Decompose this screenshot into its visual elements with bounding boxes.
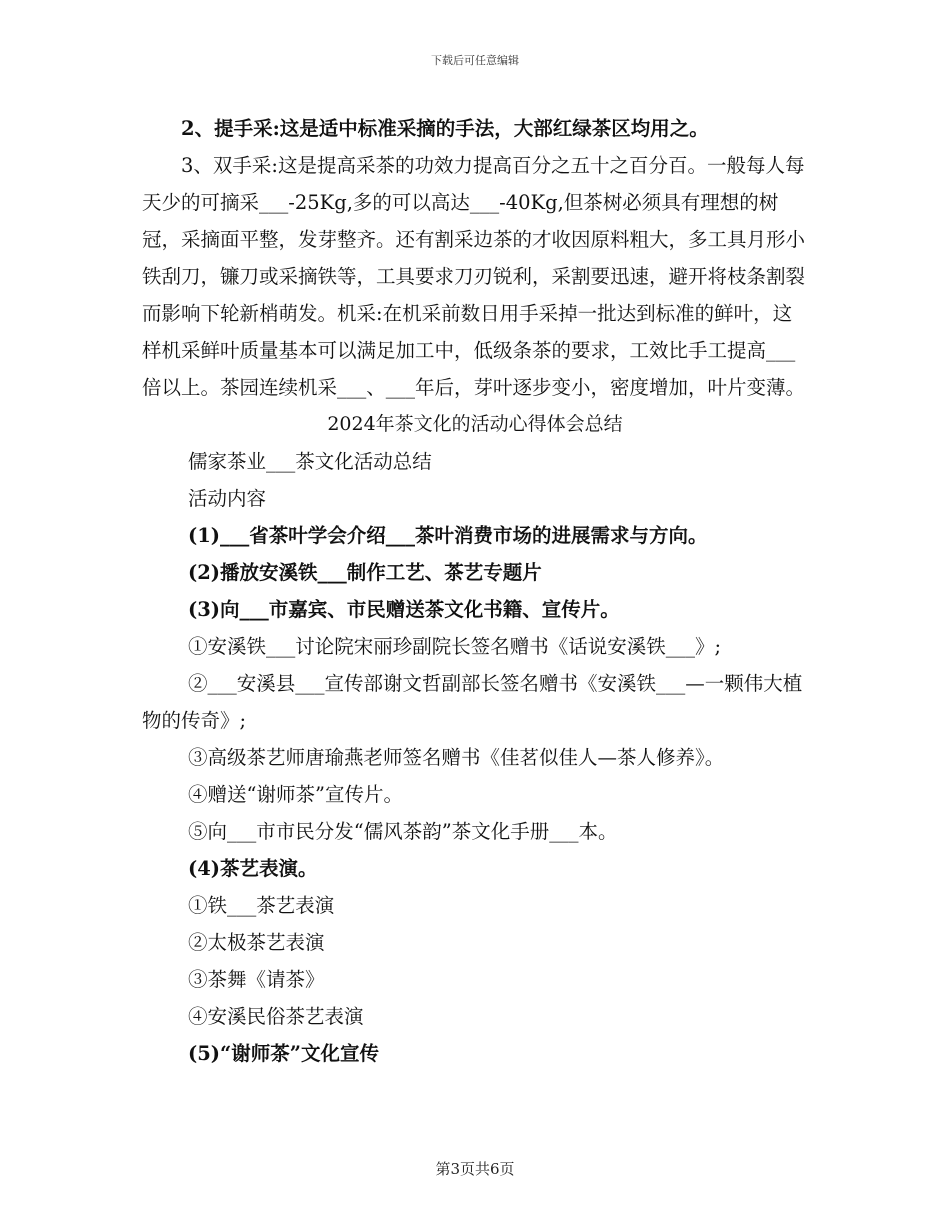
activity-content-label: 活动内容 xyxy=(188,487,267,510)
page-header: 下载后可任意编辑 xyxy=(431,54,519,67)
paragraph-hand-picking: 2、提手采:这是适中标准采摘的手法，大部红绿茶区均用之。 xyxy=(181,117,709,140)
page-footer: 第3页共6页 xyxy=(435,1160,515,1178)
gift-item-4: ④赠送“谢师茶”宣传片。 xyxy=(188,783,403,806)
performance-item-2: ②太极茶艺表演 xyxy=(188,931,325,954)
activity-item-5: (5)“谢师茶”文化宣传 xyxy=(188,1042,379,1065)
activity-item-3: (3)向___市嘉宾、市民赠送茶文化书籍、宣传片。 xyxy=(188,598,620,621)
gift-item-2: ②___安溪县___宣传部谢文哲副部长签名赠书《安溪铁___—一颗伟大植物的传奇》; xyxy=(142,672,803,732)
summary-subtitle: 儒家茶业___茶文化活动总结 xyxy=(188,450,432,473)
activity-item-1: (1)___省茶叶学会介绍___茶叶消费市场的进展需求与方向。 xyxy=(188,524,708,547)
activity-item-4: (4)茶艺表演。 xyxy=(188,857,318,880)
document-body xyxy=(142,110,808,1072)
performance-item-4: ④安溪民俗茶艺表演 xyxy=(188,1005,364,1028)
performance-item-1: ①铁___茶艺表演 xyxy=(188,894,335,917)
activity-item-2: (2)播放安溪铁___制作工艺、茶艺专题片 xyxy=(188,561,542,584)
gift-item-5: ⑤向___市市民分发“儒风茶韵”茶文化手册___本。 xyxy=(188,820,618,843)
paragraph-double-hand-picking: 3、双手采:这是提高采茶的功效力提高百分之五十之百分百。一般每人每天少的可摘采___-25Kg,多的可以高达___-40Kg,但茶树必须具有理想的树冠，采摘面平整，发芽整齐。还有割采边茶的才收因原料粗大，多工具月形小铁刮刀，镰刀或采摘铁等，工具要求刀刃锐利，采割要迅速，避开将枝条割裂而影响下轮新梢萌发。机采:在机采前数日用手采掉一批达到标准的鲜叶，这样机采鲜叶质量基本可以满足加工中，低级条茶的要求，工效比手工提高___倍以上。茶园连续机采___、___年后，芽叶逐步变小，密度增加，叶片变薄。 xyxy=(142,154,806,399)
section-title: 2024年茶文化的活动心得体会总结 xyxy=(327,413,623,435)
performance-item-3: ③茶舞《请茶》 xyxy=(188,968,325,991)
gift-item-3: ③高级茶艺师唐瑜燕老师签名赠书《佳茗似佳人—茶人修养》。 xyxy=(188,746,725,769)
gift-item-1: ①安溪铁___讨论院宋丽珍副院长签名赠书《话说安溪铁___》; xyxy=(188,635,722,658)
